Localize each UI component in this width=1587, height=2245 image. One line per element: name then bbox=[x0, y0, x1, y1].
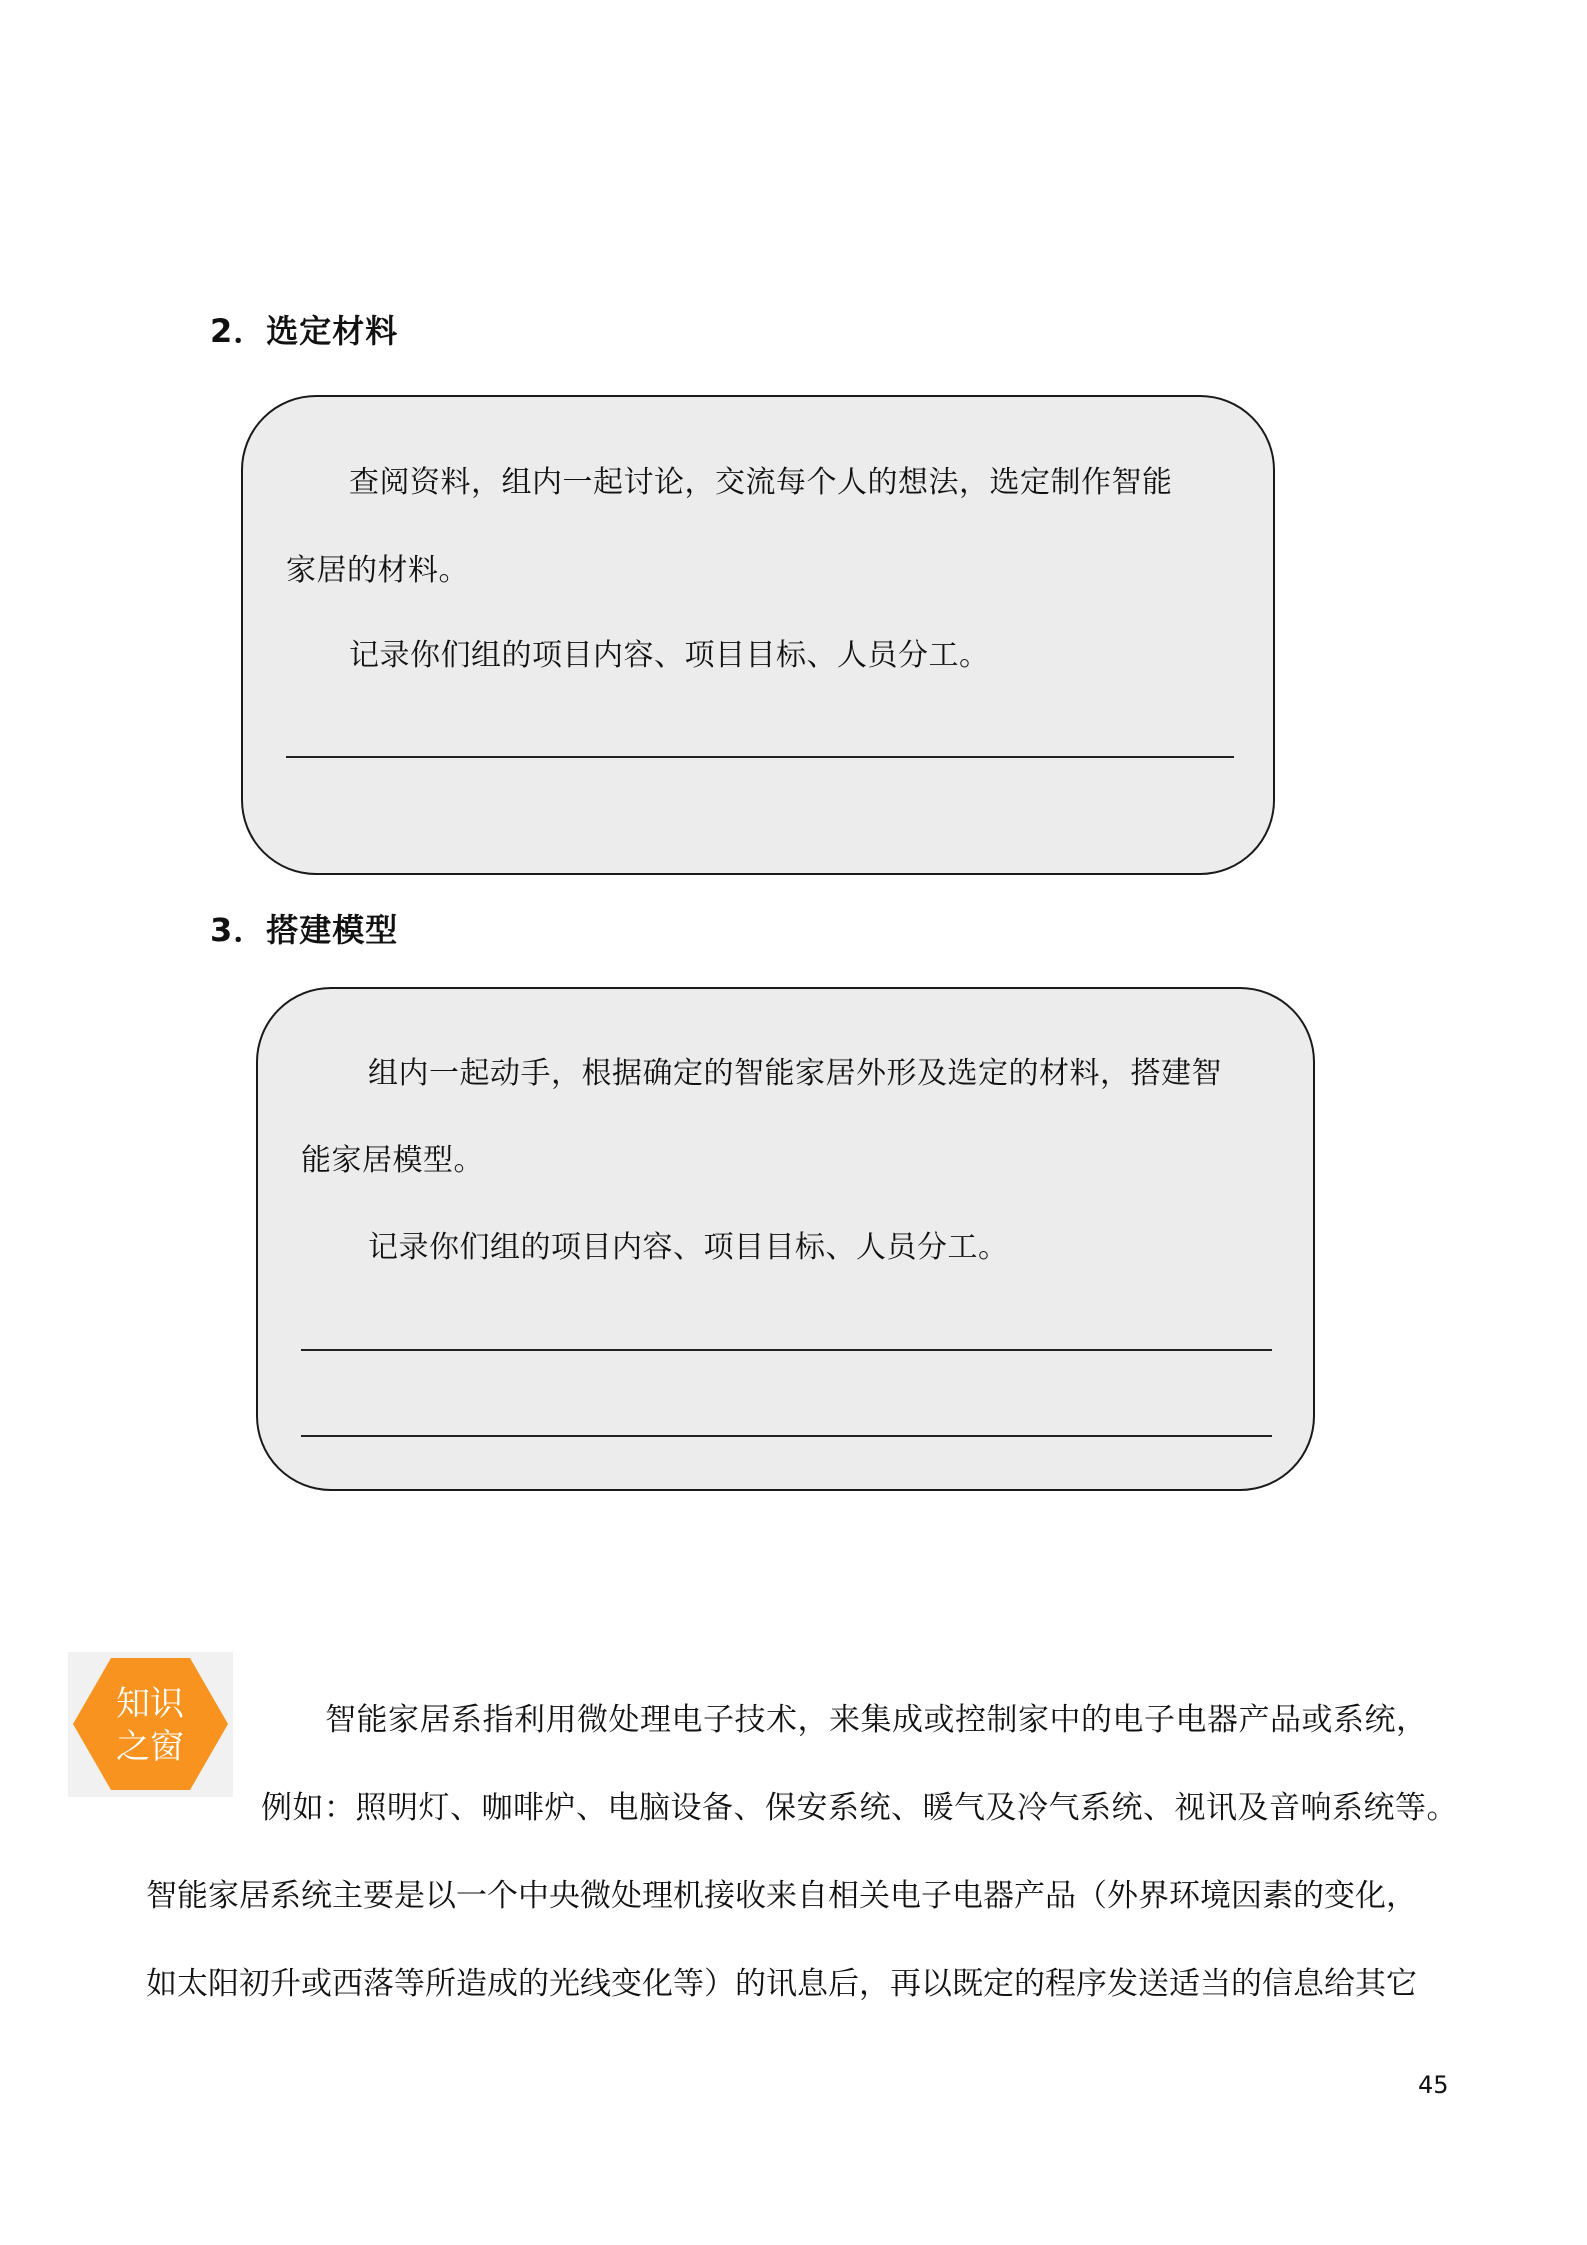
section-2-activity-box bbox=[241, 395, 1275, 875]
knowledge-text-line-3: 智能家居系统主要是以一个中央微处理机接收来自相关电子电器产品（外界环境因素的变化， bbox=[146, 1878, 1417, 1914]
section-3-answer-line-2[interactable] bbox=[301, 1435, 1272, 1437]
badge-label-line-1: 知识 bbox=[116, 1684, 184, 1724]
section-3-answer-line-1[interactable] bbox=[301, 1349, 1272, 1351]
knowledge-text-line-4: 如太阳初升或西落等所造成的光线变化等）的讯息后，再以既定的程序发送适当的信息给其它 bbox=[146, 1966, 1417, 2002]
section-2-text-line-3: 记录你们组的项目内容、项目目标、人员分工。 bbox=[349, 638, 990, 673]
section-2-text-line-2: 家居的材料。 bbox=[286, 553, 469, 588]
knowledge-text-line-1: 智能家居系指利用微处理电子技术，来集成或控制家中的电子电器产品或系统， bbox=[325, 1702, 1428, 1738]
section-3-text-line-2: 能家居模型。 bbox=[301, 1143, 484, 1178]
knowledge-text-line-2: 例如：照明灯、咖啡炉、电脑设备、保安系统、暖气及冷气系统、视讯及音响系统等。 bbox=[261, 1790, 1458, 1826]
section-2-heading: 2．选定材料 bbox=[210, 312, 399, 350]
section-2-text-line-1: 查阅资料，组内一起讨论，交流每个人的想法，选定制作智能 bbox=[349, 465, 1173, 500]
section-3-activity-box bbox=[256, 987, 1315, 1491]
section-3-text-line-3: 记录你们组的项目内容、项目目标、人员分工。 bbox=[368, 1230, 1009, 1265]
page-number: 45 bbox=[1418, 2071, 1449, 2099]
section-2-answer-line[interactable] bbox=[286, 756, 1234, 758]
badge-label-line-2: 之窗 bbox=[116, 1727, 184, 1767]
section-3-heading: 3．搭建模型 bbox=[210, 911, 399, 949]
section-3-text-line-1: 组内一起动手，根据确定的智能家居外形及选定的材料，搭建智 bbox=[368, 1056, 1222, 1091]
knowledge-window-badge-icon bbox=[68, 1652, 233, 1797]
